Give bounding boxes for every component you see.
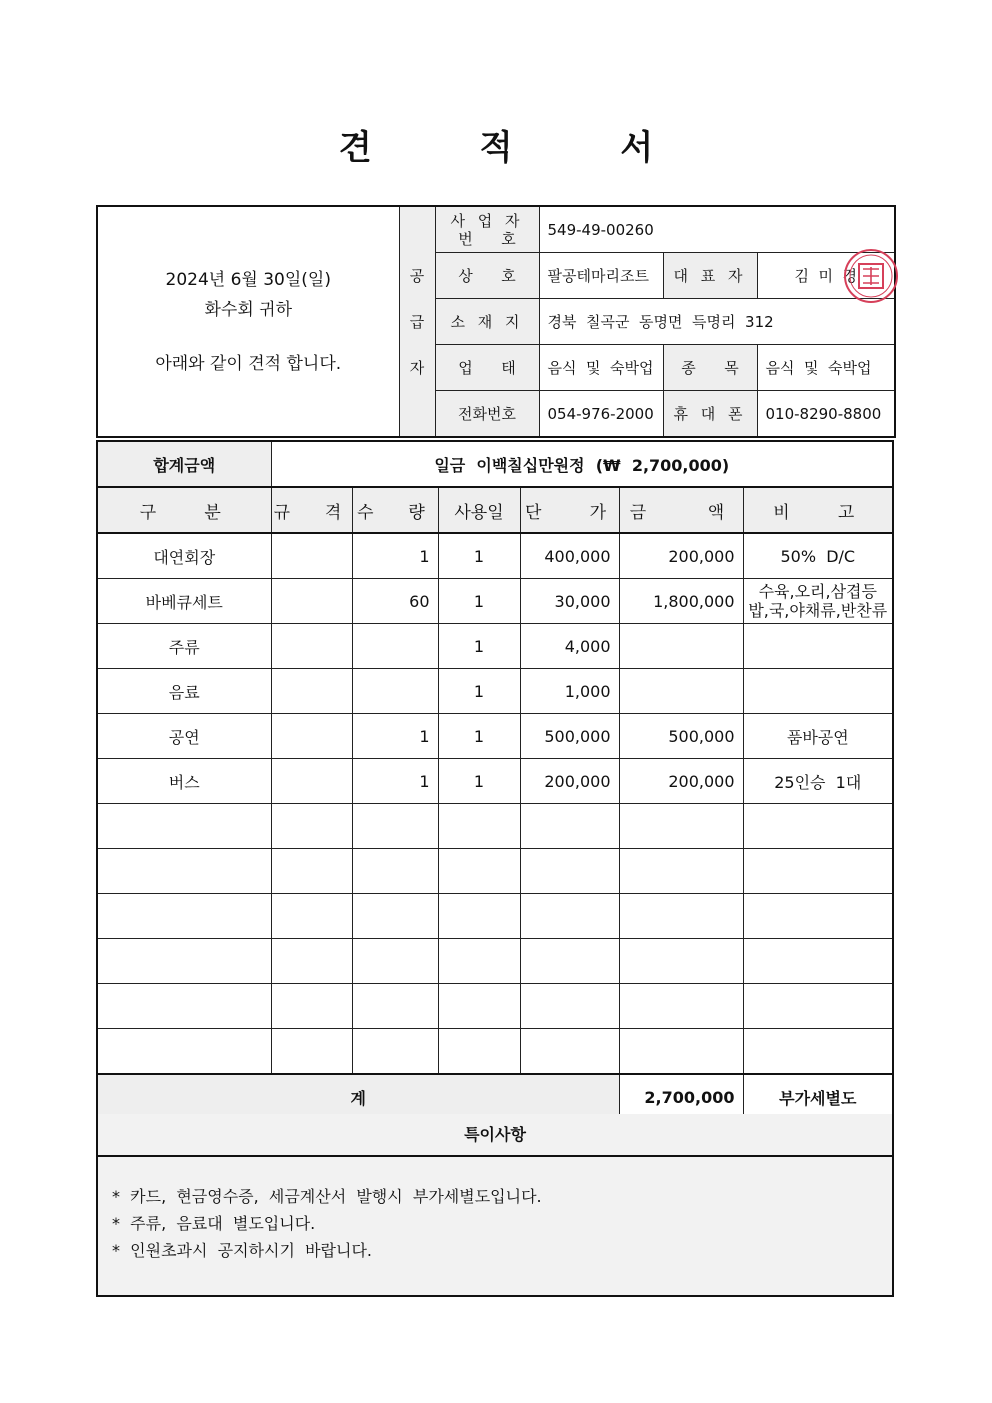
cell-days [438, 894, 520, 939]
table-row [97, 624, 893, 669]
table-row [97, 669, 893, 714]
cell-amount: 1,800,000 [619, 579, 743, 624]
cell-quantity [352, 624, 438, 669]
cell-unit-price: 1,000 [520, 669, 619, 714]
cell-spec [271, 894, 352, 939]
total-label: 합계금액 [97, 441, 271, 487]
remarks-title: 특이사항 [98, 1114, 892, 1157]
cell-spec [271, 984, 352, 1029]
cell-item-name: 바베큐세트 [97, 579, 271, 624]
col-header: 규 격 [271, 487, 352, 533]
phone-value: 054-976-2000 [539, 391, 663, 438]
remark-line: * 인원초과시 공지하시기 바랍니다. [112, 1241, 372, 1260]
document-title: 견 적 서 [338, 128, 702, 168]
sum-note: 부가세별도 [743, 1074, 893, 1120]
cell-amount: 200,000 [619, 759, 743, 804]
cell-unit-price: 30,000 [520, 579, 619, 624]
table-row [97, 1029, 893, 1075]
cell-unit-price [520, 849, 619, 894]
cell-days [438, 939, 520, 984]
cell-spec [271, 533, 352, 579]
cell-quantity [352, 669, 438, 714]
cell-note: 품바공연 [743, 714, 893, 759]
cell-days: 1 [438, 669, 520, 714]
cell-amount: 500,000 [619, 714, 743, 759]
name-label: 상 호 [435, 253, 539, 299]
type-value: 음식 및 숙박업 [539, 345, 663, 391]
col-header: 구 분 [97, 487, 271, 533]
cell-spec [271, 939, 352, 984]
cell-quantity: 1 [352, 759, 438, 804]
remark-line: * 카드, 현금영수증, 세금계산서 발행시 부가세별도입니다. [112, 1187, 542, 1206]
table-row [97, 533, 893, 579]
cell-days [438, 984, 520, 1029]
cell-unit-price [520, 804, 619, 849]
cell-note [743, 939, 893, 984]
remark-line: * 주류, 음료대 별도입니다. [112, 1214, 316, 1233]
col-header: 사용일 [438, 487, 520, 533]
cell-days: 1 [438, 759, 520, 804]
cell-note [743, 849, 893, 894]
rep-cell [757, 253, 895, 299]
cell-item-name [97, 804, 271, 849]
cell-unit-price: 4,000 [520, 624, 619, 669]
mobile-value: 010-8290-8800 [757, 391, 895, 438]
cell-days: 1 [438, 624, 520, 669]
supplier-label: 공 급 자 [399, 206, 435, 437]
table-row [97, 804, 893, 849]
cell-quantity [352, 804, 438, 849]
cell-item-name [97, 894, 271, 939]
cell-quantity: 60 [352, 579, 438, 624]
cell-spec [271, 624, 352, 669]
sum-label: 계 [97, 1074, 619, 1120]
header-table [96, 205, 896, 438]
cell-quantity: 1 [352, 533, 438, 579]
quote-date: 2024년 6월 30일(일) [165, 269, 331, 290]
table-row [97, 894, 893, 939]
phone-label: 전화번호 [435, 391, 539, 438]
cell-unit-price: 200,000 [520, 759, 619, 804]
cell-unit-price [520, 1029, 619, 1075]
col-header: 비 고 [743, 487, 893, 533]
col-header: 금 액 [619, 487, 743, 533]
cell-amount [619, 939, 743, 984]
cell-note: 25인승 1대 [743, 759, 893, 804]
rep-label: 대 표 자 [663, 253, 757, 299]
cell-item-name [97, 939, 271, 984]
cell-item-name: 버스 [97, 759, 271, 804]
cell-item-name: 음료 [97, 669, 271, 714]
cell-item-name [97, 849, 271, 894]
table-row [97, 984, 893, 1029]
cell-amount [619, 984, 743, 1029]
cell-days: 1 [438, 579, 520, 624]
quote-table [96, 440, 894, 1121]
cell-item-name [97, 1029, 271, 1075]
cell-amount [619, 804, 743, 849]
table-row [97, 759, 893, 804]
cell-days [438, 849, 520, 894]
cell-note [743, 624, 893, 669]
cell-quantity [352, 849, 438, 894]
cell-unit-price [520, 984, 619, 1029]
cell-days: 1 [438, 533, 520, 579]
cell-note [743, 579, 893, 624]
rep-value: 김 미 경 [794, 267, 858, 285]
biz-no-label: 사 업 자 번 호 [435, 206, 539, 253]
cell-days [438, 1029, 520, 1075]
cell-spec [271, 714, 352, 759]
quote-message: 아래와 같이 견적 합니다. [155, 353, 342, 374]
note-line: 수육,오리,삼겹등 [758, 582, 877, 601]
cell-spec [271, 759, 352, 804]
cell-spec [271, 669, 352, 714]
cell-quantity [352, 1029, 438, 1075]
col-header: 수 량 [352, 487, 438, 533]
item-label: 종 목 [663, 345, 757, 391]
seal-stamp-icon [842, 247, 900, 305]
table-row [97, 849, 893, 894]
cell-item-name: 대연회장 [97, 533, 271, 579]
cell-quantity [352, 984, 438, 1029]
cell-unit-price [520, 894, 619, 939]
recipient-block [97, 206, 399, 437]
cell-item-name [97, 984, 271, 1029]
cell-note [743, 669, 893, 714]
table-row [97, 939, 893, 984]
remarks-body [98, 1157, 892, 1264]
cell-spec [271, 849, 352, 894]
cell-note: 50% D/C [743, 533, 893, 579]
address-label: 소 재 지 [435, 299, 539, 345]
col-header: 단 가 [520, 487, 619, 533]
cell-quantity: 1 [352, 714, 438, 759]
cell-item-name: 주류 [97, 624, 271, 669]
cell-note [743, 894, 893, 939]
mobile-label: 휴 대 폰 [663, 391, 757, 438]
cell-quantity [352, 939, 438, 984]
cell-note [743, 984, 893, 1029]
cell-days [438, 804, 520, 849]
cell-spec [271, 579, 352, 624]
address-value: 경북 칠곡군 동명면 득명리 312 [539, 299, 895, 345]
cell-spec [271, 804, 352, 849]
cell-amount [619, 849, 743, 894]
cell-amount [619, 624, 743, 669]
remarks-section [96, 1114, 894, 1297]
cell-quantity [352, 894, 438, 939]
cell-amount [619, 894, 743, 939]
cell-amount [619, 1029, 743, 1075]
table-row [97, 579, 893, 624]
total-amount-text: 일금 이백칠십만원정 (₩ 2,700,000) [271, 441, 893, 487]
sum-amount: 2,700,000 [619, 1074, 743, 1120]
cell-note [743, 804, 893, 849]
cell-note [743, 1029, 893, 1075]
cell-amount [619, 669, 743, 714]
recipient-name: 화수회 귀하 [204, 299, 292, 320]
biz-no-value: 549-49-00260 [539, 206, 895, 253]
table-row [97, 714, 893, 759]
cell-unit-price [520, 939, 619, 984]
name-value: 팔공테마리조트 [539, 253, 663, 299]
cell-spec [271, 1029, 352, 1075]
cell-unit-price: 500,000 [520, 714, 619, 759]
column-header-row [97, 487, 893, 533]
cell-unit-price: 400,000 [520, 533, 619, 579]
type-label: 업 태 [435, 345, 539, 391]
item-value: 음식 및 숙박업 [757, 345, 895, 391]
cell-item-name: 공연 [97, 714, 271, 759]
cell-days: 1 [438, 714, 520, 759]
note-line: 밥,국,야채류,반찬류 [748, 601, 888, 620]
cell-amount: 200,000 [619, 533, 743, 579]
